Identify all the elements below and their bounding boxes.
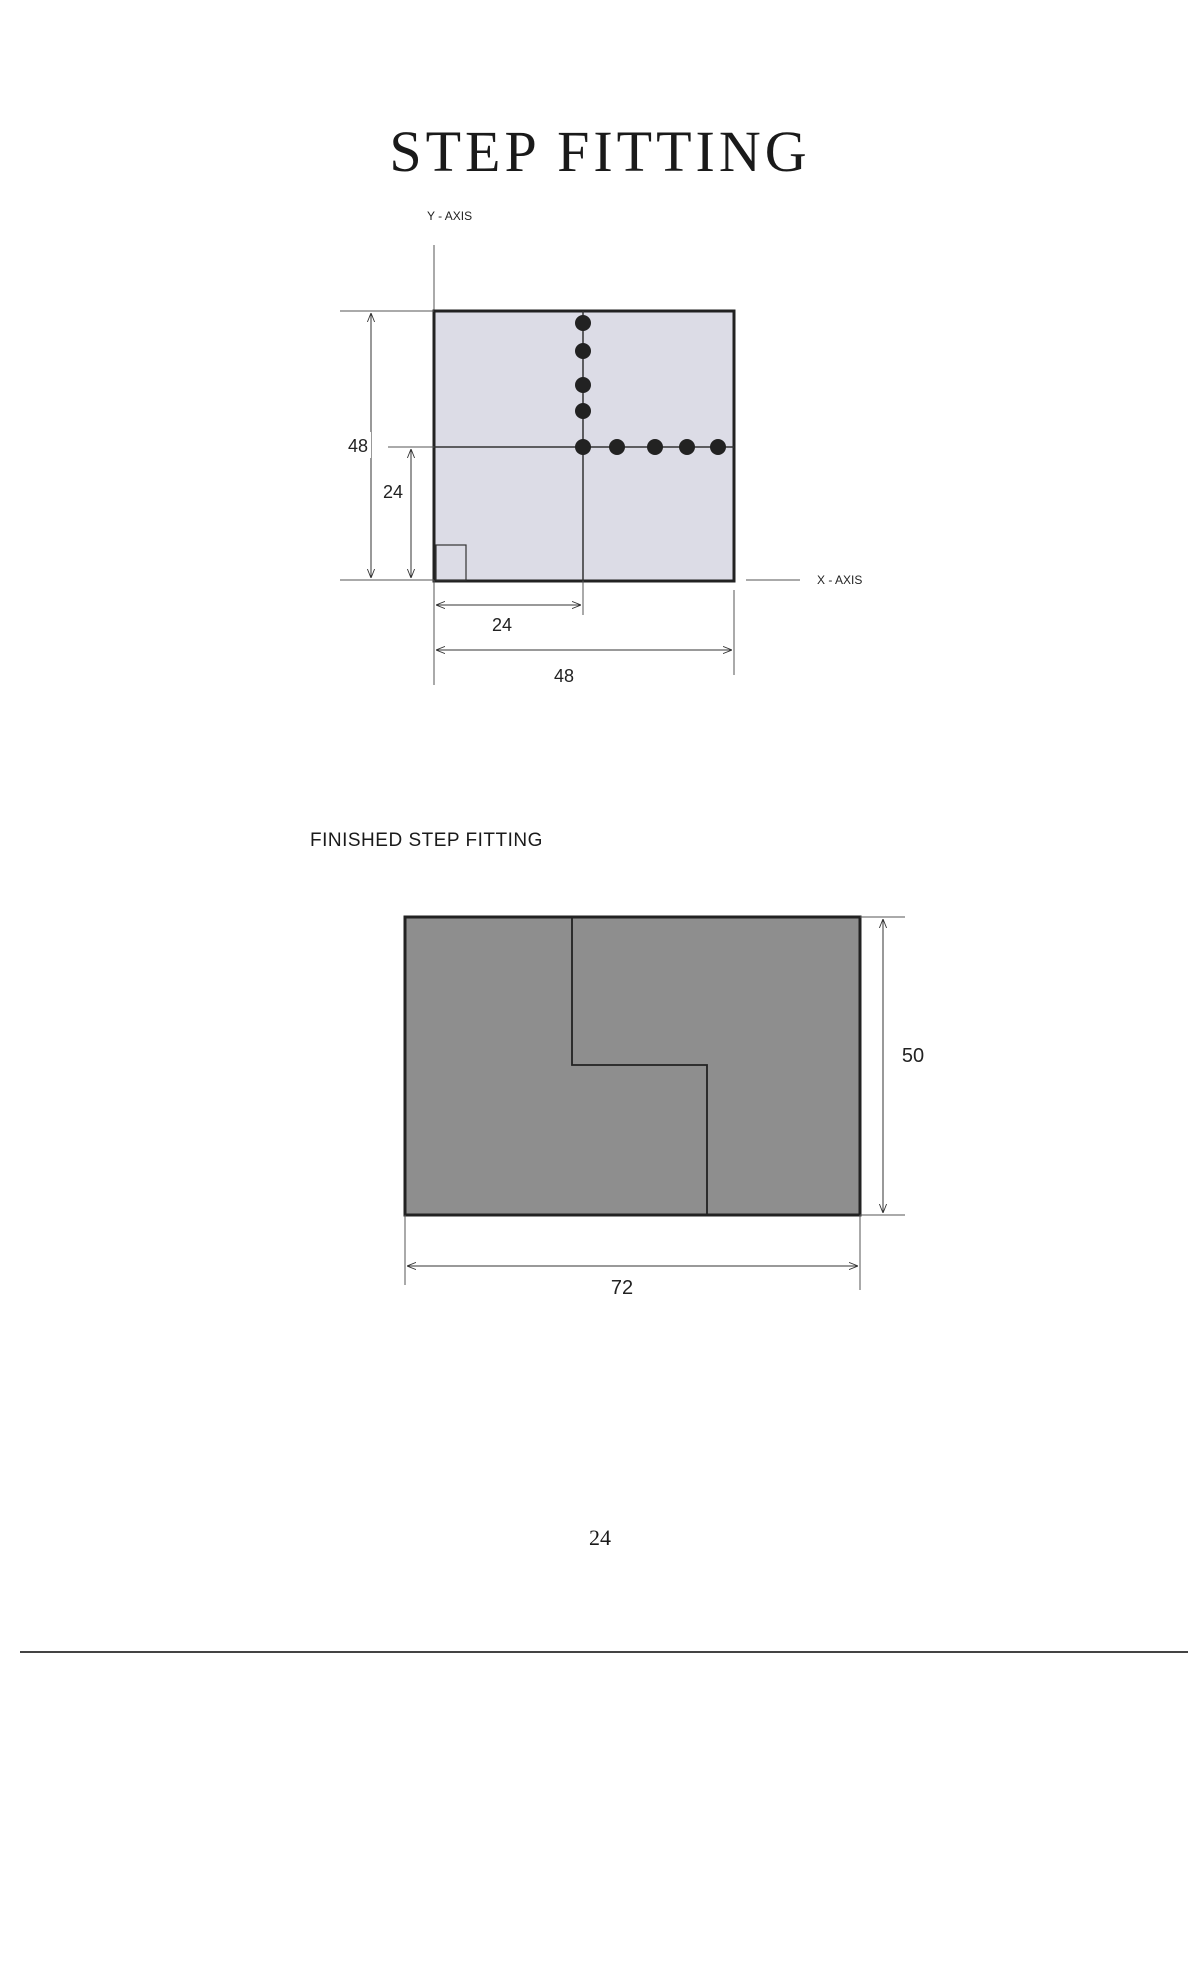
finished-heading: FINISHED STEP FITTING [310, 830, 543, 851]
finished-step-fitting-diagram [0, 880, 1200, 1320]
cut-dot [609, 439, 625, 455]
footer-divider [20, 1651, 1188, 1653]
outer-height-label: 48 [347, 436, 369, 456]
step-fitting-layout-diagram [0, 0, 1200, 760]
finished-height-label: 50 [901, 1045, 925, 1067]
page-number: 24 [589, 1525, 611, 1550]
finished-panel [405, 917, 860, 1215]
x-axis-label: X - AXIS [817, 573, 863, 587]
cut-dot [679, 439, 695, 455]
cut-dot [575, 377, 591, 393]
inner-height-label: 24 [382, 482, 404, 502]
finished-width-label: 72 [610, 1277, 634, 1299]
outer-width-label: 48 [553, 666, 575, 686]
cut-dot [575, 315, 591, 331]
cut-dot [647, 439, 663, 455]
page-title: STEP FITTING [389, 119, 811, 184]
y-axis-label: Y - AXIS [427, 209, 473, 223]
inner-width-label: 24 [491, 615, 513, 635]
cut-dot [710, 439, 726, 455]
cut-dot [575, 439, 591, 455]
cut-dot [575, 403, 591, 419]
cut-dot [575, 343, 591, 359]
